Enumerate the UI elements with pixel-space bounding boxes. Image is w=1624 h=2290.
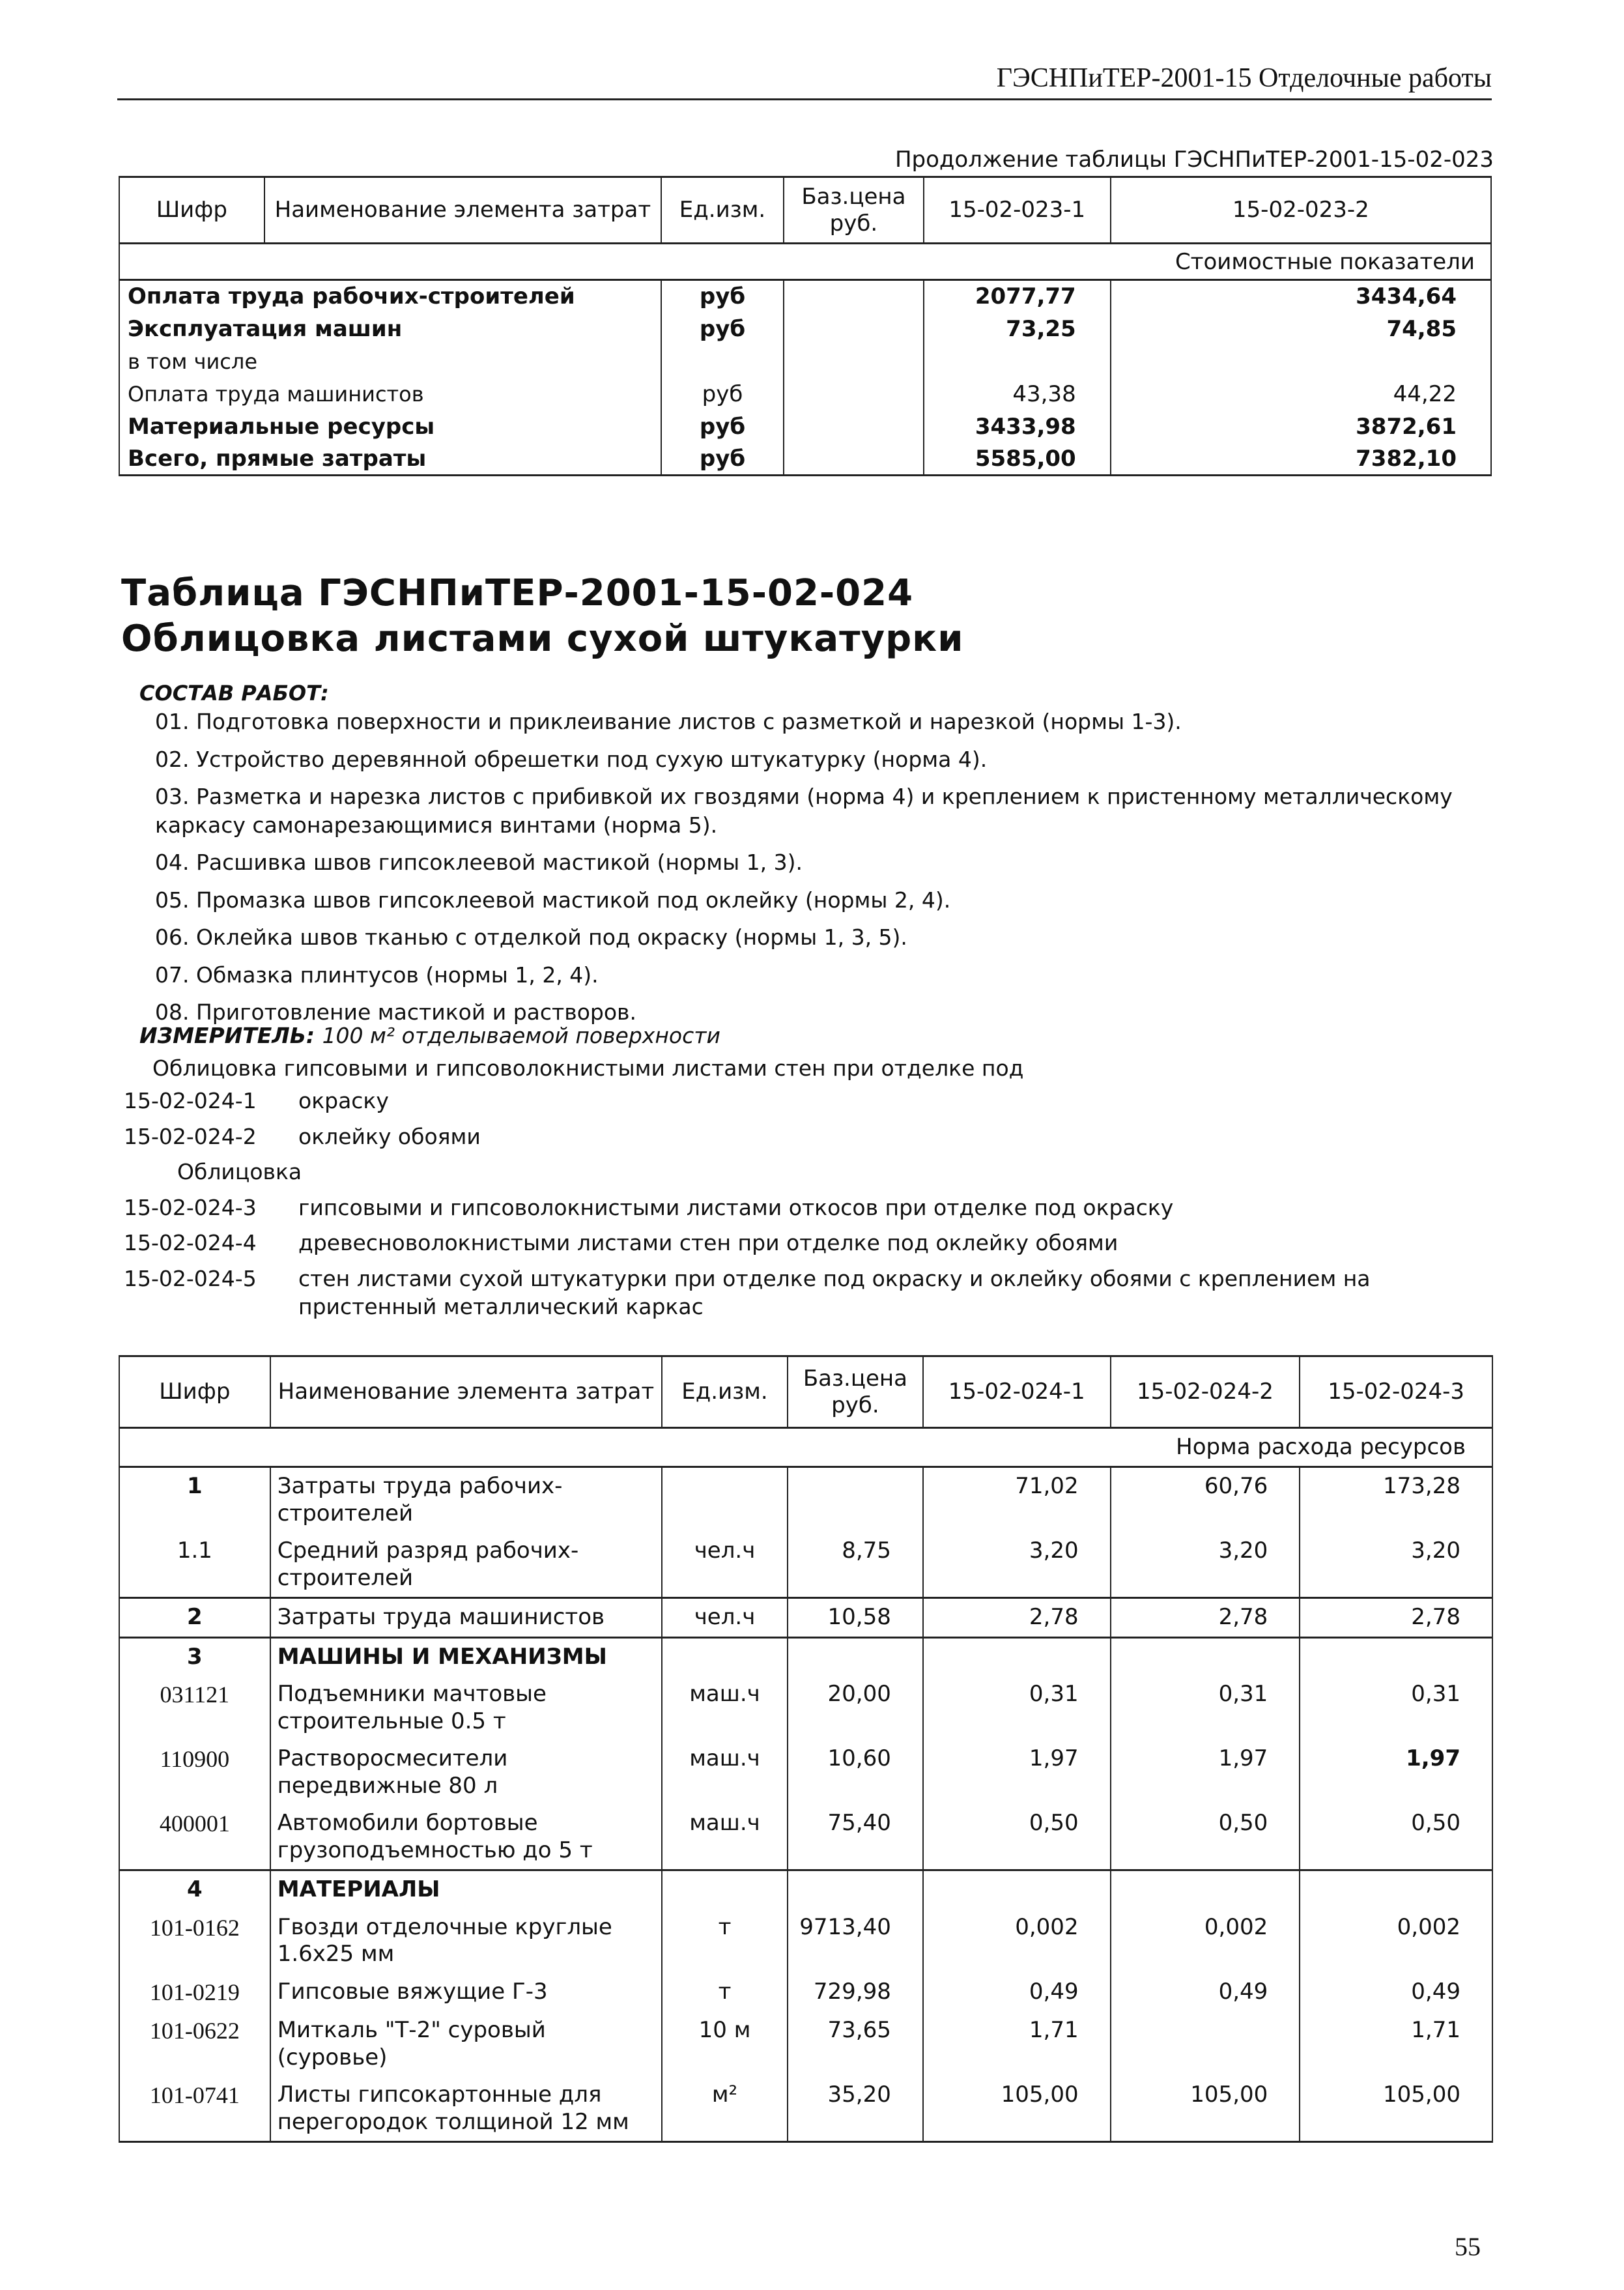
row-code: 101-0741 xyxy=(119,2076,270,2141)
table-row xyxy=(119,410,1491,443)
row-value: 2077,77 xyxy=(924,280,1111,313)
table-row xyxy=(119,1870,1492,1909)
row-value xyxy=(1111,2012,1300,2076)
row-unit: чел.ч xyxy=(662,1532,788,1597)
list-item xyxy=(124,1087,1492,1115)
row-value: 0,31 xyxy=(1111,1676,1300,1740)
resource-norms-table xyxy=(119,1355,1493,2143)
row-value: 43,38 xyxy=(924,378,1111,410)
row-value: 73,25 xyxy=(924,313,1111,345)
list-item xyxy=(124,1194,1492,1222)
col-unit: Ед.изм. xyxy=(661,177,784,244)
row-unit: чел.ч xyxy=(662,1598,788,1637)
measure-label: ИЗМЕРИТЕЛЬ: xyxy=(139,1023,315,1048)
row-code: 400001 xyxy=(119,1805,270,1870)
row-price xyxy=(784,410,924,443)
list-item: 02. Устройство деревянной обрешетки под сухую штукатурку (норма 4). xyxy=(155,746,988,772)
norm-code: 15-02-024-2 xyxy=(124,1123,257,1149)
table-row xyxy=(119,345,1491,378)
row-price xyxy=(788,1870,923,1909)
row-code: 031121 xyxy=(119,1676,270,1740)
list-item: 01. Подготовка поверхности и приклеивание листов с разметкой и нарезкой (нормы 1-3). xyxy=(155,709,1182,734)
row-value: 1,71 xyxy=(923,2012,1111,2076)
norm-code: 15-02-024-3 xyxy=(124,1194,257,1220)
row-value: 2,78 xyxy=(923,1598,1111,1637)
table-row xyxy=(119,2012,1492,2076)
table-row xyxy=(119,1532,1492,1597)
table-row xyxy=(119,2076,1492,2141)
row-unit: т xyxy=(662,1909,788,1973)
band-label: Норма расхода ресурсов xyxy=(119,1428,1492,1467)
col-norm-3: 15-02-024-3 xyxy=(1300,1356,1492,1428)
row-name: Всего, прямые затраты xyxy=(119,443,661,476)
norm-codes-list xyxy=(124,1087,1492,1328)
row-unit xyxy=(662,1467,788,1532)
row-name: Затраты труда машинистов xyxy=(270,1598,662,1637)
col-name: Наименование элемента затрат xyxy=(264,177,661,244)
norm-code: 15-02-024-5 xyxy=(124,1265,257,1291)
row-value: 0,31 xyxy=(923,1676,1111,1740)
row-value: 0,002 xyxy=(923,1909,1111,1973)
table-header-row xyxy=(119,177,1491,244)
list-item: 05. Промазка швов гипсоклеевой мастикой под оклейку (нормы 2, 4). xyxy=(155,887,951,913)
row-value xyxy=(1111,345,1491,378)
row-name: Подъемники мачтовые строительные 0.5 т xyxy=(270,1676,662,1740)
list-item: 03. Разметка и нарезка листов с прибивкой их гвоздями (норма 4) и креплением к пристенному металлическому каркасу самонарезающимися винтами (норма 5). xyxy=(155,784,1453,838)
section-title: Таблица ГЭСНПиТЕР-2001-15-02-024 xyxy=(121,572,914,614)
row-name: Оплата труда машинистов xyxy=(119,378,661,410)
row-code: 4 xyxy=(119,1870,270,1909)
row-price xyxy=(784,443,924,476)
running-header xyxy=(117,60,1492,100)
norm-code: 15-02-024-4 xyxy=(124,1230,257,1256)
row-name: Эксплуатация машин xyxy=(119,313,661,345)
row-value: 105,00 xyxy=(1111,2076,1300,2141)
row-value xyxy=(1111,1637,1300,1676)
row-name: Листы гипсокартонные для перегородок толщиной 12 мм xyxy=(270,2076,662,2141)
row-value: 0,50 xyxy=(1300,1805,1492,1870)
cost-table xyxy=(119,176,1492,476)
row-value: 5585,00 xyxy=(924,443,1111,476)
row-price xyxy=(788,1467,923,1532)
row-price xyxy=(784,313,924,345)
table-row xyxy=(119,1598,1492,1637)
row-unit: руб xyxy=(661,280,784,313)
row-price: 729,98 xyxy=(788,1973,923,2012)
page-number: 55 xyxy=(1455,2232,1481,2261)
band-label: Стоимостные показатели xyxy=(119,244,1491,280)
row-name: Материальные ресурсы xyxy=(119,410,661,443)
row-name: Затраты труда рабочих-строителей xyxy=(270,1467,662,1532)
row-unit: 10 м xyxy=(662,2012,788,2076)
row-value: 173,28 xyxy=(1300,1467,1492,1532)
table-row xyxy=(119,1467,1492,1532)
row-value: 0,50 xyxy=(1111,1805,1300,1870)
row-value: 0,31 xyxy=(1300,1676,1492,1740)
row-price: 10,60 xyxy=(788,1740,923,1805)
list-item xyxy=(124,1265,1492,1321)
row-value: 105,00 xyxy=(1300,2076,1492,2141)
row-value: 1,97 xyxy=(1300,1740,1492,1805)
row-price: 10,58 xyxy=(788,1598,923,1637)
row-value: 0,49 xyxy=(923,1973,1111,2012)
col-code: Шифр xyxy=(119,1356,270,1428)
norm-text: оклейку обоями xyxy=(298,1123,481,1149)
table-header-row xyxy=(119,1356,1492,1428)
row-value: 60,76 xyxy=(1111,1467,1300,1532)
row-price xyxy=(788,1637,923,1676)
list-item xyxy=(124,1123,1492,1151)
list-item: 08. Приготовление мастикой и растворов. xyxy=(155,999,636,1025)
row-value: 2,78 xyxy=(1300,1598,1492,1637)
table-row xyxy=(119,1973,1492,2012)
row-name: Средний разряд рабочих-строителей xyxy=(270,1532,662,1597)
row-unit: м² xyxy=(662,2076,788,2141)
row-price: 35,20 xyxy=(788,2076,923,2141)
col-norm-2: 15-02-024-2 xyxy=(1111,1356,1300,1428)
row-unit: т xyxy=(662,1973,788,2012)
row-price xyxy=(784,345,924,378)
row-price: 75,40 xyxy=(788,1805,923,1870)
row-value: 1,97 xyxy=(1111,1740,1300,1805)
row-unit: маш.ч xyxy=(662,1740,788,1805)
row-unit: руб xyxy=(661,443,784,476)
list-item: 07. Обмазка плинтусов (нормы 1, 2, 4). xyxy=(155,962,599,988)
row-unit xyxy=(662,1637,788,1676)
row-value: 1,97 xyxy=(923,1740,1111,1805)
row-name: Гвозди отделочные круглые 1.6х25 мм xyxy=(270,1909,662,1973)
row-value xyxy=(1300,1637,1492,1676)
sub-heading: Облицовка xyxy=(177,1159,302,1185)
col-base-price: Баз.цена руб. xyxy=(784,177,924,244)
row-value: 71,02 xyxy=(923,1467,1111,1532)
row-value: 1,71 xyxy=(1300,2012,1492,2076)
row-value xyxy=(923,1870,1111,1909)
row-value: 0,49 xyxy=(1300,1973,1492,2012)
col-name: Наименование элемента затрат xyxy=(270,1356,662,1428)
list-item: 06. Оклейка швов тканью с отделкой под окраску (нормы 1, 3, 5). xyxy=(155,924,907,951)
row-value: 0,50 xyxy=(923,1805,1111,1870)
row-code: 101-0219 xyxy=(119,1973,270,2012)
table-row xyxy=(119,313,1491,345)
row-value: 44,22 xyxy=(1111,378,1491,410)
norm-text: древесноволокнистыми листами стен при отделке под оклейку обоями xyxy=(298,1230,1118,1256)
row-code: 1.1 xyxy=(119,1532,270,1597)
section-subtitle: Облицовка листами сухой штукатурки xyxy=(121,618,964,660)
row-value xyxy=(1111,1870,1300,1909)
table-row xyxy=(119,443,1491,476)
row-name: Растворосмесители передвижные 80 л xyxy=(270,1740,662,1805)
row-unit xyxy=(662,1870,788,1909)
row-value: 3433,98 xyxy=(924,410,1111,443)
row-value: 3872,61 xyxy=(1111,410,1491,443)
table-row xyxy=(119,378,1491,410)
row-value: 7382,10 xyxy=(1111,443,1491,476)
row-value: 3,20 xyxy=(1300,1532,1492,1597)
norm-text: гипсовыми и гипсоволокнистыми листами откосов при отделке под окраску xyxy=(298,1194,1174,1220)
col-norm-1: 15-02-024-1 xyxy=(923,1356,1111,1428)
table-row xyxy=(119,1805,1492,1870)
row-price: 8,75 xyxy=(788,1532,923,1597)
table-row xyxy=(119,1740,1492,1805)
band-row xyxy=(119,1428,1492,1467)
band-row xyxy=(119,244,1491,280)
row-value: 2,78 xyxy=(1111,1598,1300,1637)
norm-code: 15-02-024-1 xyxy=(124,1088,257,1113)
row-value: 105,00 xyxy=(923,2076,1111,2141)
row-code: 2 xyxy=(119,1598,270,1637)
table-row xyxy=(119,1676,1492,1740)
row-name: Миткаль "Т-2" суровый (суровье) xyxy=(270,2012,662,2076)
norm-text: стен листами сухой штукатурки при отделке под окраску и оклейку обоями с креплением на пристенный металлический каркас xyxy=(298,1265,1371,1320)
row-code: 110900 xyxy=(119,1740,270,1805)
table-row xyxy=(119,280,1491,313)
row-price xyxy=(784,280,924,313)
row-value: 3434,64 xyxy=(1111,280,1491,313)
running-title: ГЭСНПиТЕР-2001-15 Отделочные работы xyxy=(996,63,1492,93)
row-code: 3 xyxy=(119,1637,270,1676)
table1-caption: Продолжение таблицы ГЭСНПиТЕР-2001-15-02-023 xyxy=(894,147,1494,173)
row-value xyxy=(1300,1870,1492,1909)
row-unit: руб xyxy=(661,313,784,345)
row-unit: руб xyxy=(661,378,784,410)
row-value: 74,85 xyxy=(1111,313,1491,345)
row-code: 101-0622 xyxy=(119,2012,270,2076)
col-base-price: Баз.цена руб. xyxy=(788,1356,923,1428)
list-item xyxy=(124,1229,1492,1257)
row-name: Автомобили бортовые грузоподъемностью до 5 т xyxy=(270,1805,662,1870)
row-price xyxy=(784,378,924,410)
row-value: 3,20 xyxy=(1111,1532,1300,1597)
row-name: Гипсовые вяжущие Г-3 xyxy=(270,1973,662,2012)
composition-label: СОСТАВ РАБОТ: xyxy=(139,681,329,706)
row-name: МАШИНЫ И МЕХАНИЗМЫ xyxy=(270,1637,662,1676)
row-name: Оплата труда рабочих-строителей xyxy=(119,280,661,313)
row-value: 3,20 xyxy=(923,1532,1111,1597)
measure-line xyxy=(139,1023,720,1048)
row-value xyxy=(924,345,1111,378)
row-price: 9713,40 xyxy=(788,1909,923,1973)
table-row xyxy=(119,1637,1492,1676)
col-unit: Ед.изм. xyxy=(662,1356,788,1428)
row-unit: маш.ч xyxy=(662,1805,788,1870)
measure-value: 100 м² отделываемой поверхности xyxy=(322,1023,720,1048)
row-name: МАТЕРИАЛЫ xyxy=(270,1870,662,1909)
row-code: 101-0162 xyxy=(119,1909,270,1973)
row-price: 73,65 xyxy=(788,2012,923,2076)
list-item: 04. Расшивка швов гипсоклеевой мастикой (нормы 1, 3). xyxy=(155,850,803,876)
work-items-list xyxy=(155,708,1497,1036)
col-norm-2: 15-02-023-2 xyxy=(1111,177,1491,244)
row-unit: руб xyxy=(661,410,784,443)
row-value: 0,49 xyxy=(1111,1973,1300,2012)
row-price: 20,00 xyxy=(788,1676,923,1740)
row-unit: маш.ч xyxy=(662,1676,788,1740)
row-value xyxy=(923,1637,1111,1676)
row-unit xyxy=(661,345,784,378)
row-code: 1 xyxy=(119,1467,270,1532)
col-norm-1: 15-02-023-1 xyxy=(924,177,1111,244)
table-row xyxy=(119,1909,1492,1973)
description-intro: Облицовка гипсовыми и гипсоволокнистыми листами стен при отделке под xyxy=(152,1055,1024,1081)
row-value: 0,002 xyxy=(1111,1909,1300,1973)
norm-text: окраску xyxy=(298,1088,389,1113)
row-name: в том числе xyxy=(119,345,661,378)
row-value: 0,002 xyxy=(1300,1909,1492,1973)
col-code: Шифр xyxy=(119,177,264,244)
